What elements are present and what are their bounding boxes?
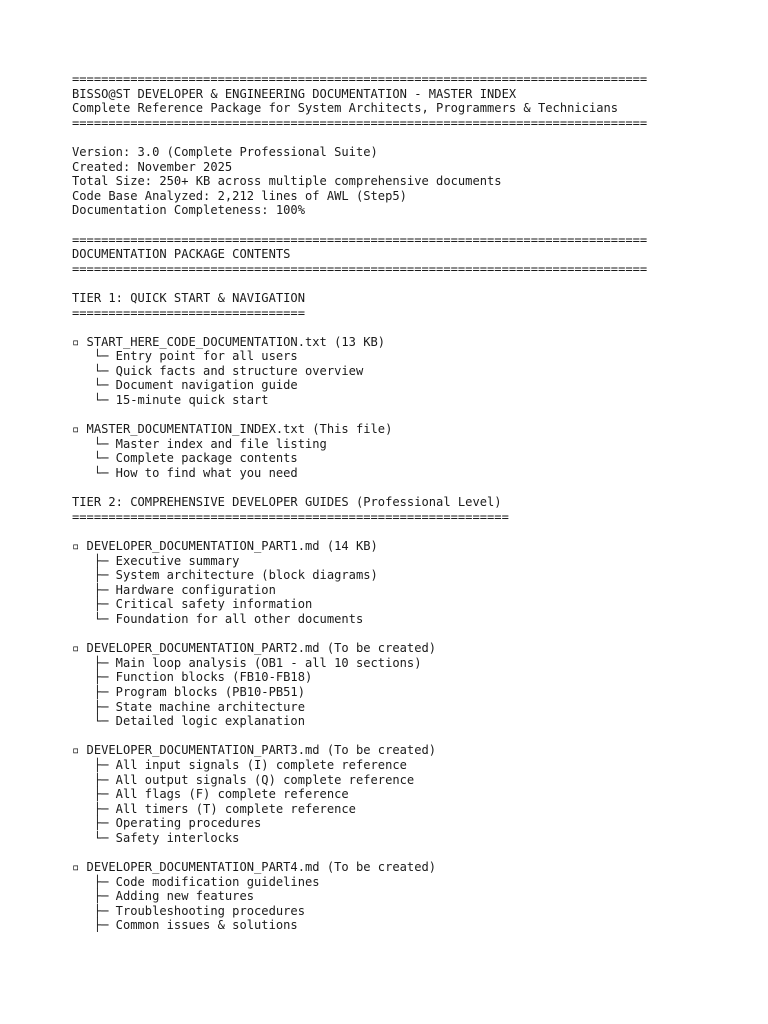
text-line: Complete Reference Package for System Architects, Programmers & Technicians: [72, 101, 619, 116]
blank-line: [72, 320, 692, 335]
separator-line: ============================================================: [72, 509, 509, 524]
text-line: BISSO@ST DEVELOPER & ENGINEERING DOCUMENTATION - MASTER INDEX: [72, 86, 517, 101]
document-body: [72, 72, 692, 933]
file-entry-detail: ├─ Common issues & solutions: [72, 918, 298, 933]
text-line: Version: 3.0 (Complete Professional Suite): [72, 144, 378, 159]
file-entry-detail: ├─ All output signals (Q) complete reference: [72, 772, 415, 787]
file-entry: ▫ START_HERE_CODE_DOCUMENTATION.txt (13 KB): [72, 334, 386, 349]
file-entry-detail: ├─ Program blocks (PB10-PB51): [72, 684, 305, 699]
file-entry-detail: ├─ Code modification guidelines: [72, 874, 320, 889]
separator-line: ===============================================================================: [72, 115, 648, 130]
file-entry-detail: ├─ Function blocks (FB10-FB18): [72, 670, 313, 685]
file-entry-detail: ├─ All input signals (I) complete reference: [72, 757, 407, 772]
blank-line: [72, 524, 692, 539]
file-entry-detail: └─ Document navigation guide: [72, 378, 298, 393]
file-entry: ▫ DEVELOPER_DOCUMENTATION_PART1.md (14 KB): [72, 539, 378, 553]
file-entry: ▫ DEVELOPER_DOCUMENTATION_PART4.md (To be created): [72, 860, 437, 875]
file-entry-detail: └─ Complete package contents: [72, 451, 298, 466]
file-entry-detail: ├─ Main loop analysis (OB1 - all 10 sections): [72, 655, 422, 670]
file-entry-detail: ├─ Troubleshooting procedures: [72, 903, 305, 918]
file-entry-detail: ├─ Hardware configuration: [72, 582, 276, 597]
file-entry: ▫ DEVELOPER_DOCUMENTATION_PART2.md (To be created): [72, 641, 437, 656]
text-line: Created: November 2025: [72, 159, 233, 174]
blank-line: [72, 627, 692, 642]
blank-line: [72, 729, 692, 744]
file-entry-detail: └─ Detailed logic explanation: [72, 714, 305, 729]
separator-line: ===============================================================================: [72, 261, 648, 276]
separator-line: ===============================================================================: [72, 232, 648, 247]
file-entry-detail: ├─ All flags (F) complete reference: [72, 787, 349, 802]
file-entry: ▫ MASTER_DOCUMENTATION_INDEX.txt (This file): [72, 422, 393, 437]
tier-heading: TIER 2: COMPREHENSIVE DEVELOPER GUIDES (Professional Level): [72, 495, 502, 510]
file-entry-detail: └─ How to find what you need: [72, 466, 298, 481]
tier-heading: TIER 1: QUICK START & NAVIGATION: [72, 290, 305, 305]
blank-line: [72, 408, 692, 423]
blank-line: [72, 276, 692, 291]
text-line: Code Base Analyzed: 2,212 lines of AWL (Step5): [72, 188, 407, 203]
separator-line: ===============================================================================: [72, 72, 648, 86]
file-entry-detail: └─ Master index and file listing: [72, 436, 327, 451]
file-entry-detail: ├─ All timers (T) complete reference: [72, 801, 356, 816]
text-line: Total Size: 250+ KB across multiple comprehensive documents: [72, 174, 502, 189]
blank-line: [72, 845, 692, 860]
file-entry-detail: └─ Safety interlocks: [72, 830, 240, 845]
file-entry-detail: └─ 15-minute quick start: [72, 393, 269, 408]
file-entry-detail: ├─ Operating procedures: [72, 816, 262, 831]
file-entry-detail: └─ Quick facts and structure overview: [72, 363, 364, 378]
file-entry-detail: ├─ Adding new features: [72, 889, 255, 904]
separator-line: ================================: [72, 305, 305, 320]
text-line: Documentation Completeness: 100%: [72, 203, 305, 218]
file-entry-detail: ├─ Executive summary: [72, 553, 240, 568]
file-entry-detail: ├─ System architecture (block diagrams): [72, 568, 378, 583]
file-entry-detail: └─ Foundation for all other documents: [72, 611, 364, 626]
text-line: DOCUMENTATION PACKAGE CONTENTS: [72, 247, 291, 262]
file-entry: ▫ DEVELOPER_DOCUMENTATION_PART3.md (To be created): [72, 743, 437, 758]
file-entry-detail: ├─ State machine architecture: [72, 699, 305, 714]
file-entry-detail: └─ Entry point for all users: [72, 349, 298, 364]
file-entry-detail: ├─ Critical safety information: [72, 597, 313, 612]
blank-line: [72, 130, 692, 145]
blank-line: [72, 218, 692, 233]
blank-line: [72, 481, 692, 496]
